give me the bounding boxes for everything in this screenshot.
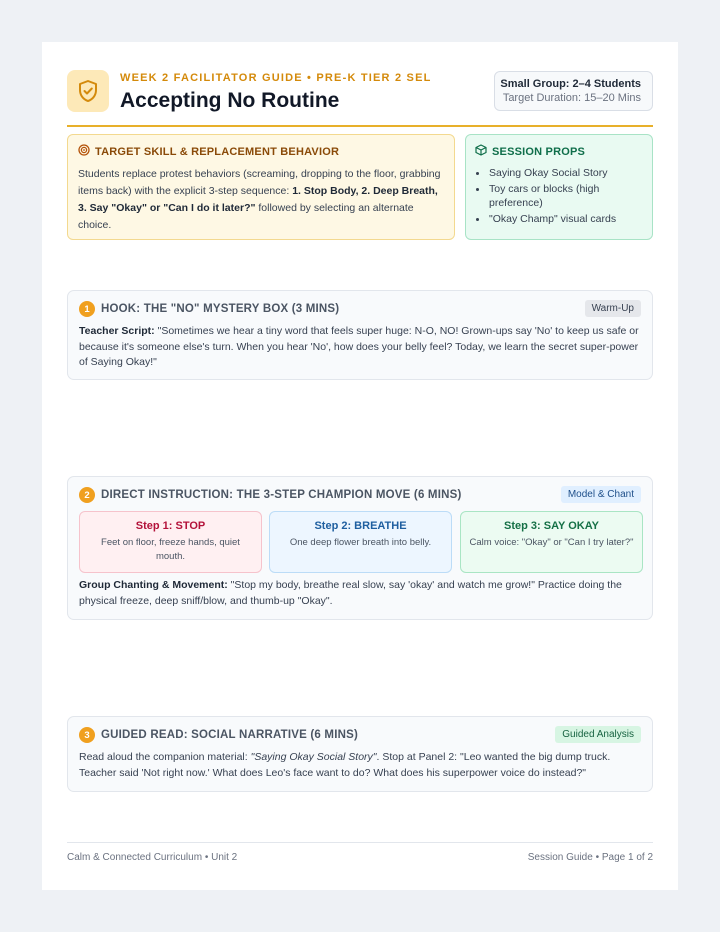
props-list — [475, 166, 643, 226]
target-skill-box — [67, 134, 455, 240]
shield-check-icon — [67, 70, 109, 112]
section-tag: Warm-Up — [585, 300, 641, 317]
target-skill-heading: TARGET SKILL & REPLACEMENT BEHAVIOR — [95, 145, 340, 158]
list-item: Toy cars or blocks (high preference) — [475, 182, 643, 211]
section-body: Read aloud the companion material: "Saying Okay Social Story". Stop at Panel 2: "Leo wanted the big dump truck. Teacher said 'Not right now.' What does Leo's face want to do? What does his superpower voice do instead?" — [79, 751, 611, 779]
section-body: Group Chanting & Movement: "Stop my body, breathe real slow, say 'okay' and watch me grow!" Practice doing the physical freeze, deep sniff/blow, and thumb-up "Okay". — [79, 579, 622, 607]
step-title: Step 1: STOP — [135, 520, 206, 532]
step-title: Step 3: SAY OKAY — [504, 520, 599, 532]
footer-curriculum: Calm & Connected Curriculum • Unit 2 — [67, 852, 238, 863]
section-title: DIRECT INSTRUCTION: THE 3-STEP CHAMPION MOVE (6 MINS) — [101, 489, 462, 501]
section-tag: Model & Chant — [561, 486, 641, 503]
section-hook — [67, 290, 653, 380]
section-title: GUIDED READ: SOCIAL NARRATIVE (6 MINS) — [101, 729, 358, 741]
step-card-breathe — [269, 511, 452, 573]
page-title: Accepting No Routine — [120, 89, 340, 112]
target-icon — [78, 144, 90, 159]
chant-label: Group Chanting & Movement: — [79, 579, 228, 591]
header-divider — [67, 125, 653, 127]
guide-kicker: WEEK 2 FACILITATOR GUIDE • PRE-K TIER 2 SEL — [120, 72, 432, 84]
step-description: One deep flower breath into belly. — [289, 537, 432, 548]
footer-page-number: Session Guide • Page 1 of 2 — [527, 852, 653, 863]
list-item: Saying Okay Social Story — [475, 166, 643, 181]
section-direct-instruction — [67, 476, 653, 620]
list-item: "Okay Champ" visual cards — [475, 212, 643, 227]
box-icon — [475, 144, 487, 159]
step-cards — [79, 511, 643, 573]
footer-divider — [67, 842, 653, 843]
target-duration: Target Duration: 15–20 Mins — [502, 92, 641, 104]
section-tag: Guided Analysis — [555, 726, 641, 743]
group-size: Small Group: 2–4 Students — [500, 78, 641, 90]
section-number: 1 — [79, 301, 95, 317]
guide-page — [42, 42, 678, 890]
step-description: Calm voice: "Okay" or "Can I try later?" — [469, 537, 634, 548]
teacher-script-label: Teacher Script: — [79, 325, 155, 337]
step-description: Feet on floor, freeze hands, quiet mouth. — [101, 537, 240, 562]
session-props-heading: SESSION PROPS — [492, 145, 586, 158]
step-card-say-okay — [460, 511, 643, 573]
section-guided-read — [67, 716, 653, 792]
step-card-stop — [79, 511, 262, 573]
story-title: "Saying Okay Social Story" — [250, 751, 377, 763]
session-props-box — [465, 134, 653, 240]
section-number: 2 — [79, 487, 95, 503]
section-title: HOOK: THE "NO" MYSTERY BOX (3 MINS) — [101, 303, 340, 315]
session-info-badge — [494, 71, 653, 111]
target-skill-text: Students replace protest behaviors (screaming, dropping to the floor, grabbing items back) with the explicit 3-step sequence: 1. Stop Body, 2. Deep Breath, 3. Say "Okay" or "Can I do it later?" followed by selecting an alternate choice. — [78, 168, 441, 231]
section-number: 3 — [79, 727, 95, 743]
three-step-sequence: 1. Stop Body, 2. Deep Breath, 3. Say "Okay" or "Can I do it later?" — [78, 185, 438, 214]
section-body: Teacher Script: "Sometimes we hear a tiny word that feels super huge: N-O, NO! Grown-ups say 'No' to keep us safe or because it's someone else's turn. When you hear 'No', how does your belly feel? Today, we learn the secret super-power of Saying Okay!" — [79, 325, 639, 368]
step-title: Step 2: BREATHE — [314, 520, 407, 532]
